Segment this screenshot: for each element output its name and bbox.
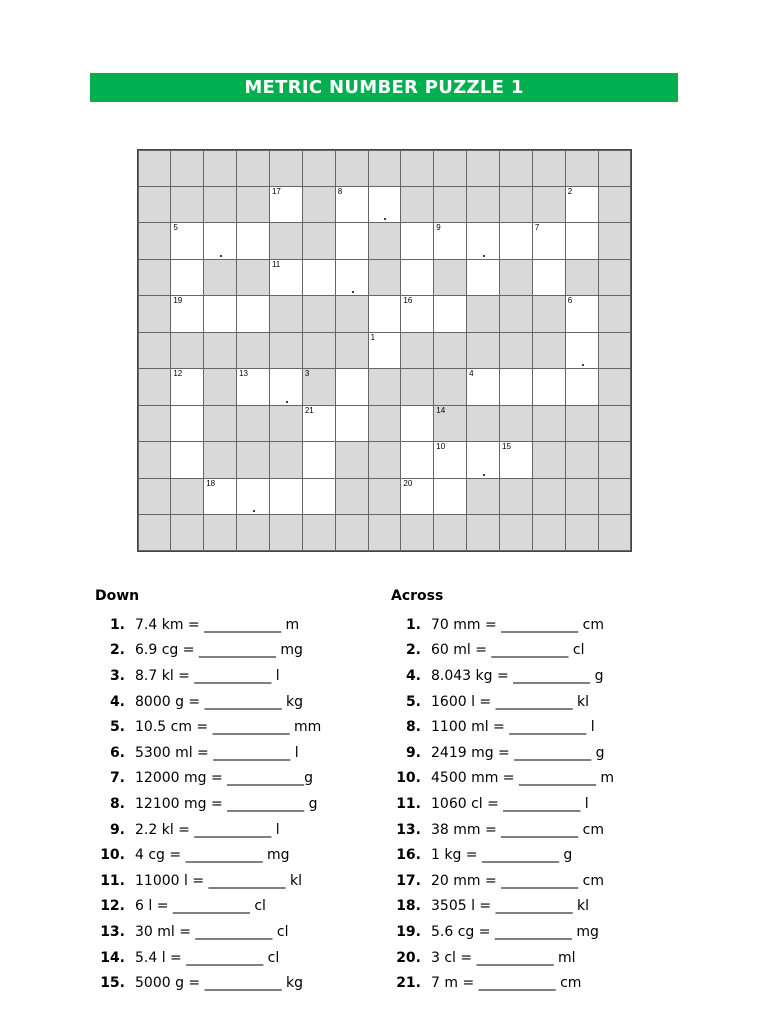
grid-cell-shaded: [335, 478, 369, 515]
clue-text: 5300 ml = ___________ l: [135, 744, 299, 761]
grid-cell-shaded: [368, 222, 402, 259]
grid-cell[interactable]: [203, 295, 237, 332]
grid-cell-shaded: [138, 150, 172, 187]
clue-number: 12.: [100, 898, 125, 915]
clue-number: 15.: [100, 975, 125, 992]
grid-cell[interactable]: [466, 259, 500, 296]
cell-number: 10: [436, 442, 446, 452]
cell-number: 12: [173, 369, 183, 379]
grid-cell-shaded: [302, 514, 336, 551]
grid-cell-shaded: [466, 405, 500, 442]
decimal-point-marker: [253, 510, 255, 512]
grid-cell[interactable]: [335, 186, 369, 223]
grid-cell-shaded: [598, 259, 632, 296]
cell-number: 17: [271, 186, 281, 196]
cell-number: 18: [206, 478, 216, 488]
clue-text: 6.9 cg = ___________ mg: [135, 642, 303, 659]
grid-cell-shaded: [138, 222, 172, 259]
clue-text: 4 cg = ___________ mg: [135, 847, 290, 864]
clue-text: 12100 mg = ___________ g: [135, 795, 318, 812]
across-clue: [391, 842, 614, 868]
grid-cell-shaded: [466, 514, 500, 551]
grid-cell-shaded: [598, 150, 632, 187]
grid-cell[interactable]: [400, 441, 434, 478]
grid-cell-shaded: [565, 478, 599, 515]
clue-text: 38 mm = ___________ cm: [431, 821, 604, 838]
clue-number: 4.: [109, 693, 125, 710]
clue-text: 6 l = ___________ cl: [135, 898, 266, 915]
clue-number: 19.: [396, 923, 421, 940]
grid-cell[interactable]: [236, 478, 270, 515]
clue-text: 7 m = ___________ cm: [431, 975, 582, 992]
cell-number: 9: [436, 223, 441, 233]
grid-cell-shaded: [269, 295, 303, 332]
across-clue: [391, 714, 614, 740]
grid-cell-shaded: [532, 332, 566, 369]
grid-cell-shaded: [368, 514, 402, 551]
cell-number: 7: [534, 223, 540, 233]
clue-text: 1100 ml = ___________ l: [431, 719, 595, 736]
cell-number: 1: [370, 332, 376, 342]
clue-text: 3505 l = ___________ kl: [431, 898, 590, 915]
clue-text: 5.4 l = ___________ cl: [135, 949, 280, 966]
grid-cell[interactable]: [236, 222, 270, 259]
grid-cell[interactable]: [499, 368, 533, 405]
grid-cell[interactable]: [532, 368, 566, 405]
grid-cell-shaded: [400, 514, 434, 551]
grid-cell-shaded: [368, 478, 402, 515]
across-clue: [391, 689, 614, 715]
grid-cell[interactable]: [532, 259, 566, 296]
cell-number: 5: [173, 223, 178, 233]
grid-cell-shaded: [138, 368, 172, 405]
grid-cell-shaded: [400, 150, 434, 187]
grid-cell[interactable]: [433, 295, 467, 332]
clue-number: 11.: [396, 795, 421, 812]
grid-cell[interactable]: [368, 186, 402, 223]
clue-text: 1600 l = ___________ kl: [431, 693, 590, 710]
grid-cell-shaded: [236, 514, 270, 551]
grid-cell[interactable]: [170, 259, 204, 296]
down-clue: [95, 868, 321, 894]
grid-cell-shaded: [499, 186, 533, 223]
grid-cell-shaded: [203, 368, 237, 405]
grid-cell-shaded: [236, 150, 270, 187]
clue-number: 5.: [405, 693, 421, 710]
clue-number: 3.: [109, 667, 125, 684]
grid-cell-shaded: [400, 368, 434, 405]
clue-number: 17.: [396, 872, 421, 889]
grid-cell-shaded: [368, 441, 402, 478]
grid-cell[interactable]: [400, 405, 434, 442]
clue-number: 16.: [396, 847, 421, 864]
grid-cell-shaded: [368, 368, 402, 405]
grid-cell-shaded: [466, 150, 500, 187]
clue-number: 21.: [396, 975, 421, 992]
down-clue: [95, 766, 321, 792]
across-clue: [391, 663, 614, 689]
across-clues: [391, 588, 614, 996]
cell-number: 21: [304, 405, 314, 415]
grid-cell-shaded: [598, 405, 632, 442]
grid-cell-shaded: [532, 150, 566, 187]
down-clue: [95, 945, 321, 971]
grid-cell-shaded: [499, 150, 533, 187]
grid-cell-shaded: [565, 405, 599, 442]
grid-cell-shaded: [598, 514, 632, 551]
grid-cell[interactable]: [302, 259, 336, 296]
grid-cell-shaded: [368, 405, 402, 442]
clue-number: 2.: [405, 642, 421, 659]
grid-cell-shaded: [433, 186, 467, 223]
clue-text: 5000 g = ___________ kg: [135, 975, 304, 992]
grid-cell-shaded: [302, 186, 336, 223]
grid-cell-shaded: [565, 259, 599, 296]
grid-cell-shaded: [335, 150, 369, 187]
grid-cell-shaded: [400, 332, 434, 369]
grid-cell-shaded: [598, 478, 632, 515]
across-clue: [391, 970, 614, 996]
grid-cell-shaded: [302, 368, 336, 405]
grid-cell-shaded: [138, 478, 172, 515]
grid-cell[interactable]: [335, 405, 369, 442]
grid-cell[interactable]: [433, 222, 467, 259]
grid-cell[interactable]: [466, 222, 500, 259]
grid-cell-shaded: [598, 332, 632, 369]
grid-cell-shaded: [466, 186, 500, 223]
grid-cell-shaded: [433, 150, 467, 187]
down-heading: Down: [95, 588, 140, 604]
grid-cell[interactable]: [335, 259, 369, 296]
grid-cell-shaded: [565, 441, 599, 478]
down-clue: [95, 740, 321, 766]
grid-cell-shaded: [236, 259, 270, 296]
grid-cell-shaded: [269, 405, 303, 442]
grid-cell-shaded: [400, 186, 434, 223]
grid-cell-shaded: [203, 150, 237, 187]
grid-cell-shaded: [499, 514, 533, 551]
crossword-grid: [137, 149, 632, 552]
grid-cell-shaded: [138, 332, 172, 369]
clue-text: 8.7 kl = ___________ l: [135, 667, 280, 684]
grid-cell-shaded: [565, 150, 599, 187]
clue-number: 9.: [405, 744, 421, 761]
clue-number: 8.: [405, 719, 421, 736]
clue-text: 20 mm = ___________ cm: [431, 872, 604, 889]
down-clue: [95, 817, 321, 843]
grid-cell-shaded: [466, 478, 500, 515]
grid-cell-shaded: [302, 150, 336, 187]
grid-cell[interactable]: [466, 441, 500, 478]
across-clue: [391, 919, 614, 945]
down-clue: [95, 638, 321, 664]
grid-cell-shaded: [269, 222, 303, 259]
cell-number: 3: [304, 369, 310, 379]
cell-number: 20: [403, 478, 413, 488]
grid-cell-shaded: [203, 186, 237, 223]
grid-cell-shaded: [532, 295, 566, 332]
down-clue: [95, 791, 321, 817]
grid-cell[interactable]: [499, 222, 533, 259]
grid-cell-shaded: [598, 368, 632, 405]
grid-cell-shaded: [565, 514, 599, 551]
grid-cell-shaded: [269, 150, 303, 187]
grid-cell[interactable]: [170, 405, 204, 442]
clue-number: 1.: [405, 616, 421, 633]
grid-cell-shaded: [598, 441, 632, 478]
grid-cell-shaded: [138, 295, 172, 332]
grid-cell-shaded: [203, 405, 237, 442]
cell-number: 14: [436, 405, 446, 415]
grid-cell-shaded: [598, 186, 632, 223]
clue-text: 3 cl = ___________ ml: [431, 949, 576, 966]
across-clue: [391, 638, 614, 664]
grid-cell-shaded: [433, 332, 467, 369]
clue-number: 14.: [100, 949, 125, 966]
down-clue: [95, 970, 321, 996]
cell-number: 11: [271, 259, 281, 269]
cell-number: 4: [469, 369, 474, 379]
grid-cell-shaded: [170, 514, 204, 551]
down-clue: [95, 894, 321, 920]
clue-number: 10.: [100, 847, 125, 864]
clue-number: 13.: [396, 821, 421, 838]
across-clue: [391, 817, 614, 843]
decimal-point-marker: [582, 364, 584, 366]
clue-text: 1060 cl = ___________ l: [431, 795, 589, 812]
down-clue: [95, 842, 321, 868]
grid-cell-shaded: [236, 186, 270, 223]
grid-cell-shaded: [302, 332, 336, 369]
grid-cell-shaded: [368, 259, 402, 296]
grid-cell[interactable]: [499, 441, 533, 478]
grid-cell-shaded: [138, 441, 172, 478]
grid-cell-shaded: [302, 295, 336, 332]
grid-cell[interactable]: [565, 332, 599, 369]
clue-text: 4500 mm = ___________ m: [431, 770, 615, 787]
grid-cell[interactable]: [269, 186, 303, 223]
grid-cell[interactable]: [565, 222, 599, 259]
down-clues: [95, 588, 321, 996]
clue-number: 18.: [396, 898, 421, 915]
grid-cell[interactable]: [203, 478, 237, 515]
grid-cell-shaded: [532, 514, 566, 551]
grid-cell[interactable]: [335, 222, 369, 259]
clue-number: 4.: [405, 667, 421, 684]
grid-cell[interactable]: [400, 478, 434, 515]
decimal-point-marker: [483, 474, 485, 476]
down-clue: [95, 714, 321, 740]
across-clue: [391, 945, 614, 971]
cell-number: 6: [567, 296, 573, 306]
grid-cell[interactable]: [368, 295, 402, 332]
clue-number: 20.: [396, 949, 421, 966]
clue-text: 30 ml = ___________ cl: [135, 923, 289, 940]
grid-cell-shaded: [138, 259, 172, 296]
down-clue: [95, 689, 321, 715]
grid-cell-shaded: [532, 405, 566, 442]
down-clue: [95, 919, 321, 945]
across-clue: [391, 868, 614, 894]
cell-number: 16: [403, 296, 413, 306]
cell-number: 15: [502, 442, 511, 452]
grid-cell-shaded: [236, 441, 270, 478]
grid-cell-shaded: [138, 514, 172, 551]
clue-text: 10.5 cm = ___________ mm: [135, 719, 322, 736]
grid-cell[interactable]: [269, 478, 303, 515]
clue-number: 11.: [100, 872, 125, 889]
grid-cell[interactable]: [302, 478, 336, 515]
grid-cell[interactable]: [170, 222, 204, 259]
grid-cell[interactable]: [269, 259, 303, 296]
grid-cell-shaded: [433, 368, 467, 405]
clue-text: 70 mm = ___________ cm: [431, 616, 604, 633]
grid-cell[interactable]: [565, 368, 599, 405]
decimal-point-marker: [384, 218, 386, 220]
grid-cell[interactable]: [532, 222, 566, 259]
grid-cell[interactable]: [302, 441, 336, 478]
grid-cell[interactable]: [433, 441, 467, 478]
grid-cell[interactable]: [236, 368, 270, 405]
clue-number: 2.: [109, 642, 125, 659]
grid-cell[interactable]: [368, 332, 402, 369]
clue-number: 8.: [109, 795, 125, 812]
grid-cell-shaded: [170, 332, 204, 369]
grid-cell[interactable]: [170, 368, 204, 405]
grid-cell-shaded: [269, 514, 303, 551]
cell-number: 13: [239, 369, 248, 379]
grid-cell-shaded: [532, 478, 566, 515]
grid-cell-shaded: [203, 332, 237, 369]
grid-cell[interactable]: [269, 368, 303, 405]
grid-cell-shaded: [598, 222, 632, 259]
grid-cell-shaded: [499, 405, 533, 442]
grid-cell-shaded: [532, 186, 566, 223]
grid-cell[interactable]: [433, 478, 467, 515]
across-clue: [391, 612, 614, 638]
grid-cell-shaded: [236, 405, 270, 442]
clue-number: 13.: [100, 923, 125, 940]
grid-cell-shaded: [532, 441, 566, 478]
across-clue: [391, 766, 614, 792]
grid-cell-shaded: [170, 150, 204, 187]
decimal-point-marker: [352, 291, 354, 293]
grid-cell[interactable]: [400, 222, 434, 259]
grid-cell-shaded: [466, 295, 500, 332]
decimal-point-marker: [286, 401, 288, 403]
across-clue: [391, 894, 614, 920]
grid-cell-shaded: [203, 514, 237, 551]
grid-cell-shaded: [335, 514, 369, 551]
grid-cell-shaded: [138, 186, 172, 223]
grid-cell-shaded: [170, 478, 204, 515]
clue-number: 9.: [109, 821, 125, 838]
grid-cell-shaded: [499, 259, 533, 296]
clue-text: 7.4 km = ___________ m: [135, 616, 300, 633]
grid-cell[interactable]: [236, 295, 270, 332]
grid-cell[interactable]: [400, 259, 434, 296]
grid-cell-shaded: [433, 259, 467, 296]
clue-text: 12000 mg = ___________g: [135, 770, 314, 787]
clue-text: 11000 l = ___________ kl: [135, 872, 302, 889]
grid-cell[interactable]: [203, 222, 237, 259]
grid-cell-shaded: [302, 222, 336, 259]
clue-text: 60 ml = ___________ cl: [431, 642, 585, 659]
clue-text: 1 kg = ___________ g: [431, 847, 573, 864]
cell-number: 19: [173, 296, 183, 306]
grid-cell[interactable]: [565, 295, 599, 332]
grid-cell-shaded: [499, 295, 533, 332]
grid-cell[interactable]: [335, 368, 369, 405]
clue-text: 8000 g = ___________ kg: [135, 693, 304, 710]
grid-cell[interactable]: [565, 186, 599, 223]
grid-cell[interactable]: [302, 405, 336, 442]
grid-cell-shaded: [433, 514, 467, 551]
cell-number: 8: [337, 186, 343, 196]
grid-cell-shaded: [269, 332, 303, 369]
grid-cell-shaded: [170, 186, 204, 223]
grid-cell-shaded: [466, 332, 500, 369]
grid-cell-shaded: [138, 405, 172, 442]
across-clue: [391, 740, 614, 766]
grid-cell-shaded: [368, 150, 402, 187]
grid-cell-shaded: [203, 259, 237, 296]
grid-cell-shaded: [433, 405, 467, 442]
cell-number: 2: [567, 186, 573, 196]
grid-cell-shaded: [203, 441, 237, 478]
across-heading: Across: [391, 588, 444, 604]
clue-number: 7.: [109, 770, 125, 787]
down-clue: [95, 612, 321, 638]
grid-cell[interactable]: [170, 441, 204, 478]
across-clue: [391, 791, 614, 817]
clue-text: 2419 mg = ___________ g: [431, 744, 605, 761]
clue-number: 5.: [109, 719, 125, 736]
grid-cell-shaded: [269, 441, 303, 478]
clue-text: 5.6 cg = ___________ mg: [431, 923, 599, 940]
grid-cell-shaded: [236, 332, 270, 369]
clue-number: 1.: [109, 616, 125, 633]
grid-cell-shaded: [499, 332, 533, 369]
clue-number: 10.: [396, 770, 421, 787]
down-clue: [95, 663, 321, 689]
grid-cell-shaded: [335, 332, 369, 369]
grid-cell-shaded: [499, 478, 533, 515]
clue-number: 6.: [109, 744, 125, 761]
clue-text: 2.2 kl = ___________ l: [135, 821, 280, 838]
decimal-point-marker: [220, 255, 222, 257]
grid-cell-shaded: [335, 295, 369, 332]
page-title: METRIC NUMBER PUZZLE 1: [90, 73, 678, 102]
grid-cell[interactable]: [170, 295, 204, 332]
decimal-point-marker: [483, 255, 485, 257]
grid-cell-shaded: [598, 295, 632, 332]
grid-cell-shaded: [335, 441, 369, 478]
clue-text: 8.043 kg = ___________ g: [431, 667, 604, 684]
grid-cell[interactable]: [400, 295, 434, 332]
grid-cell[interactable]: [466, 368, 500, 405]
